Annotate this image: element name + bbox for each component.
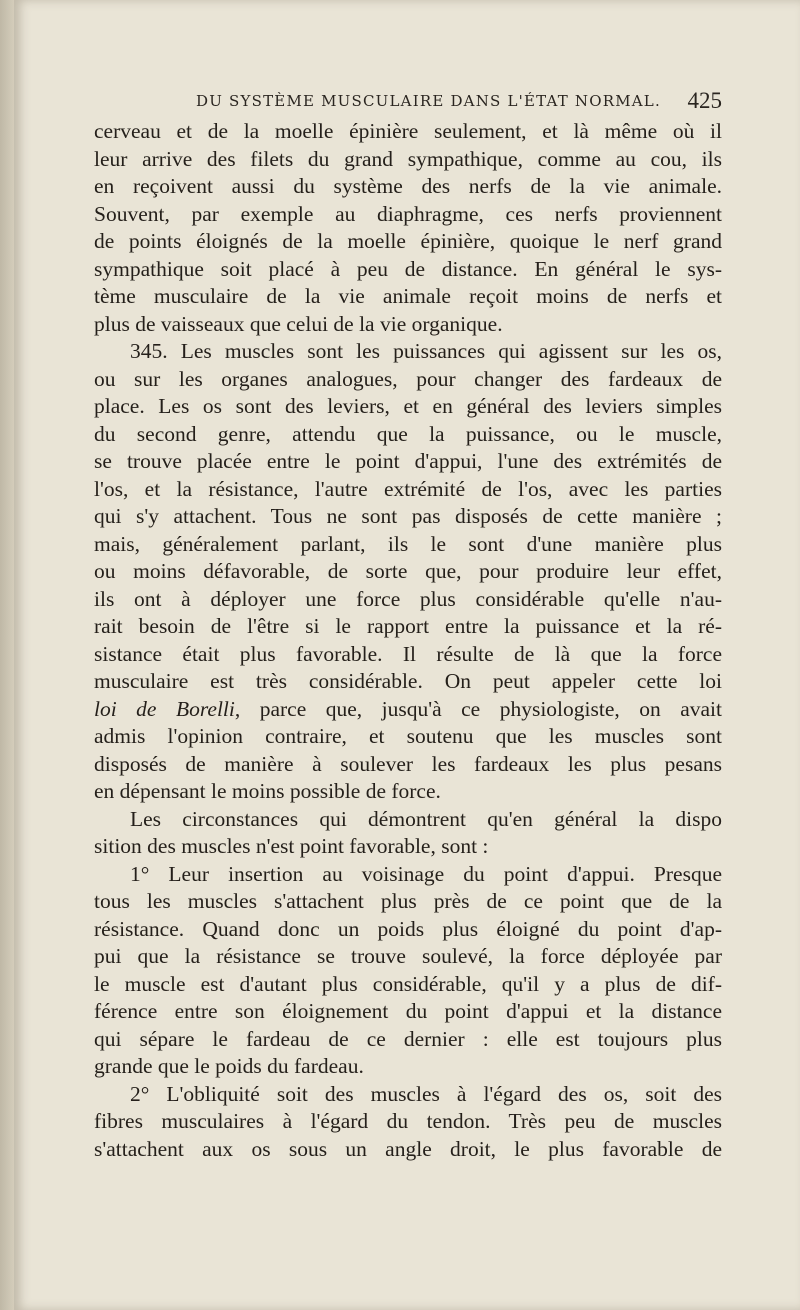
text-line: du second genre, attendu que la puissance, ou le muscle, [94,421,722,446]
text-line: sition des muscles n'est point favorable, sont : [94,834,489,858]
text-line [94,696,722,724]
text-line: en reçoivent aussi du système des nerfs de la vie animale. [94,174,722,198]
text-line: ou moins défavorable, de sorte que, pour produire leur effet, [94,559,722,583]
text-line: le muscle est d'autant plus considérable, qu'il y a plus de dif- [94,971,722,996]
text-line: Les circonstances qui démontrent qu'en général la dispo [130,806,722,831]
text-line: qui sépare le fardeau de ce dernier : elle est toujours plus [94,1026,722,1051]
text-line: musculaire est très considérable. On peut appeler cette loi [94,669,722,693]
running-title: DU SYSTÈME MUSCULAIRE DANS L'ÉTAT NORMAL. [196,92,661,110]
text-line: Souvent, par exemple au diaphragme, ces nerfs proviennent [94,201,722,226]
text-line: fibres musculaires à l'égard du tendon. Très peu de muscles [94,1109,722,1133]
italic-phrase: loi de Borelli [94,696,235,721]
text-line: tous les muscles s'attachent plus près de ce point que de la [94,889,722,913]
text-line: férence entre son éloignement du point d'appui et la distance [94,999,722,1023]
text-line: admis l'opinion contraire, et soutenu que les muscles sont [94,724,722,748]
text-line: cerveau et de la moelle épinière seulement, et là même où il [94,119,722,143]
text-line: 2° L'obliquité soit des muscles à l'égard des os, soit des [130,1081,722,1106]
text-line: rait besoin de l'être si le rapport entre la puissance et la ré- [94,614,722,638]
text-segment: , parce que, jusqu'à ce physiologiste, on avait [234,696,722,721]
text-line: disposés de manière à soulever les fardeaux les plus pesans [94,751,722,776]
text-line: tème musculaire de la vie animale reçoit moins de nerfs et [94,284,722,308]
text-line: 345. Les muscles sont les puissances qui agissent sur les os, [130,339,722,363]
text-line: s'attachent aux os sous un angle droit, le plus favorable de [94,1136,722,1161]
text-line: mais, généralement parlant, ils le sont d'une manière plus [94,531,722,556]
book-page [14,0,800,1310]
text-line: en dépensant le moins possible de force. [94,779,441,803]
text-line: se trouve placée entre le point d'appui, l'une des extrémités de [94,449,722,473]
page-header [94,88,722,116]
text-line: pui que la résistance se trouve soulevé, la force déployée par [94,944,722,968]
text-line: place. Les os sont des leviers, et en général des leviers simples [94,394,722,418]
text-line: l'os, et la résistance, l'autre extrémité de l'os, avec les parties [94,476,722,501]
text-line: 1° Leur insertion au voisinage du point d'appui. Presque [130,861,722,886]
page-number: 425 [687,88,722,113]
text-line: plus de vaisseaux que celui de la vie organique. [94,311,503,336]
text-line: de points éloignés de la moelle épinière, quoique le nerf grand [94,229,722,253]
body-text [94,118,722,1163]
text-line: leur arrive des filets du grand sympathique, comme au cou, ils [94,146,722,171]
text-line: résistance. Quand donc un poids plus éloigné du point d'ap- [94,916,722,941]
text-line: ou sur les organes analogues, pour changer des fardeaux de [94,366,722,391]
text-line: sympathique soit placé à peu de distance. En général le sys- [94,256,722,281]
text-line: ils ont à déployer une force plus considérable qu'elle n'au- [94,586,722,611]
text-line: sistance était plus favorable. Il résulte de là que la force [94,641,722,666]
page-edge [0,0,14,1310]
text-line: grande que le poids du fardeau. [94,1054,364,1078]
text-line: qui s'y attachent. Tous ne sont pas disposés de cette manière ; [94,504,722,528]
